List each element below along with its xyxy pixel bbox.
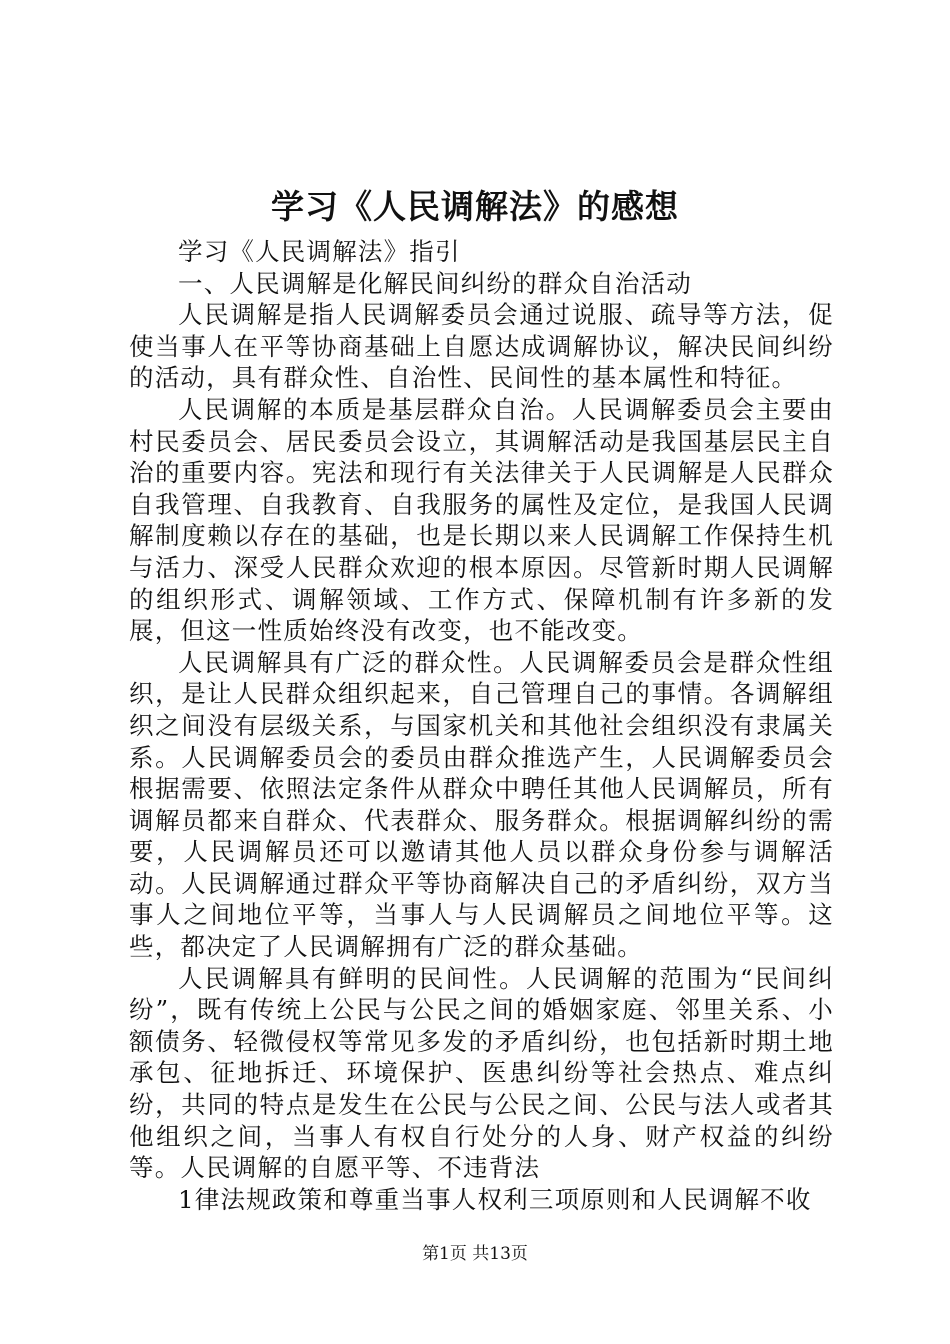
page-number: 第1页 共13页 xyxy=(422,1244,528,1264)
paragraph-section-heading: 一、人民调解是化解民间纠纷的群众自治活动 xyxy=(178,268,692,298)
paragraph-essence: 人民调解的本质是基层群众自治。人民调解委员会主要由村民委员会、居民委员会设立，其调解活动是我国基层民主自治的重要内容。宪法和现行有关法律关于人民调解是人民群众自我管理、自我教育、自我服务的属性及定位，是我国人民调解制度赖以存在的基础，也是长期以来人民调解工作保持生机与活力、深受人民群众欢迎的根本原因。尽管新时期人民调解的组织形式、调解领域、工作方式、保障机制有许多新的发展，但这一性质始终没有改变，也不能改变。 xyxy=(129,394,834,646)
paragraph-principles: 1律法规政策和尊重当事人权利三项原则和人民调解不收 xyxy=(178,1184,812,1214)
document-title: 学习《人民调解法》的感想 xyxy=(271,187,679,226)
paragraph-definition: 人民调解是指人民调解委员会通过说服、疏导等方法，促使当事人在平等协商基础上自愿达成调解协议，解决民间纠纷的活动，具有群众性、自治性、民间性的基本属性和特征。 xyxy=(129,300,834,393)
paragraph-guide-heading: 学习《人民调解法》指引 xyxy=(178,237,461,266)
paragraph-civil-nature: 人民调解具有鲜明的民间性。人民调解的范围为“民间纠纷”，既有传统上公民与公民之间的婚姻家庭、邻里关系、小额债务、轻微侵权等常见多发的矛盾纠纷，也包括新时期土地承包、征地拆迁、环境保护、医患纠纷等社会热点、难点纠纷，共同的特点是发生在公民与公民之间、公民与法人或者其他组织之间，当事人有权自行处分的人身、财产权益的纠纷等。人民调解的自愿平等、不违背法 xyxy=(129,963,834,1183)
document-body xyxy=(129,236,834,1215)
paragraph-mass-nature: 人民调解具有广泛的群众性。人民调解委员会是群众性组织，是让人民群众组织起来，自己管理自己的事情。各调解组织之间没有层级关系，与国家机关和其他社会组织没有隶属关系。人民调解委员会的委员由群众推选产生，人民调解委员会根据需要、依照法定条件从群众中聘任其他人民调解员，所有调解员都来自群众、代表群众、服务群众。根据调解纠纷的需要，人民调解员还可以邀请其他人员以群众身份参与调解活动。人民调解通过群众平等协商解决自己的矛盾纠纷，双方当事人之间地位平等，当事人与人民调解员之间地位平等。这些，都决定了人民调解拥有广泛的群众基础。 xyxy=(129,647,834,962)
